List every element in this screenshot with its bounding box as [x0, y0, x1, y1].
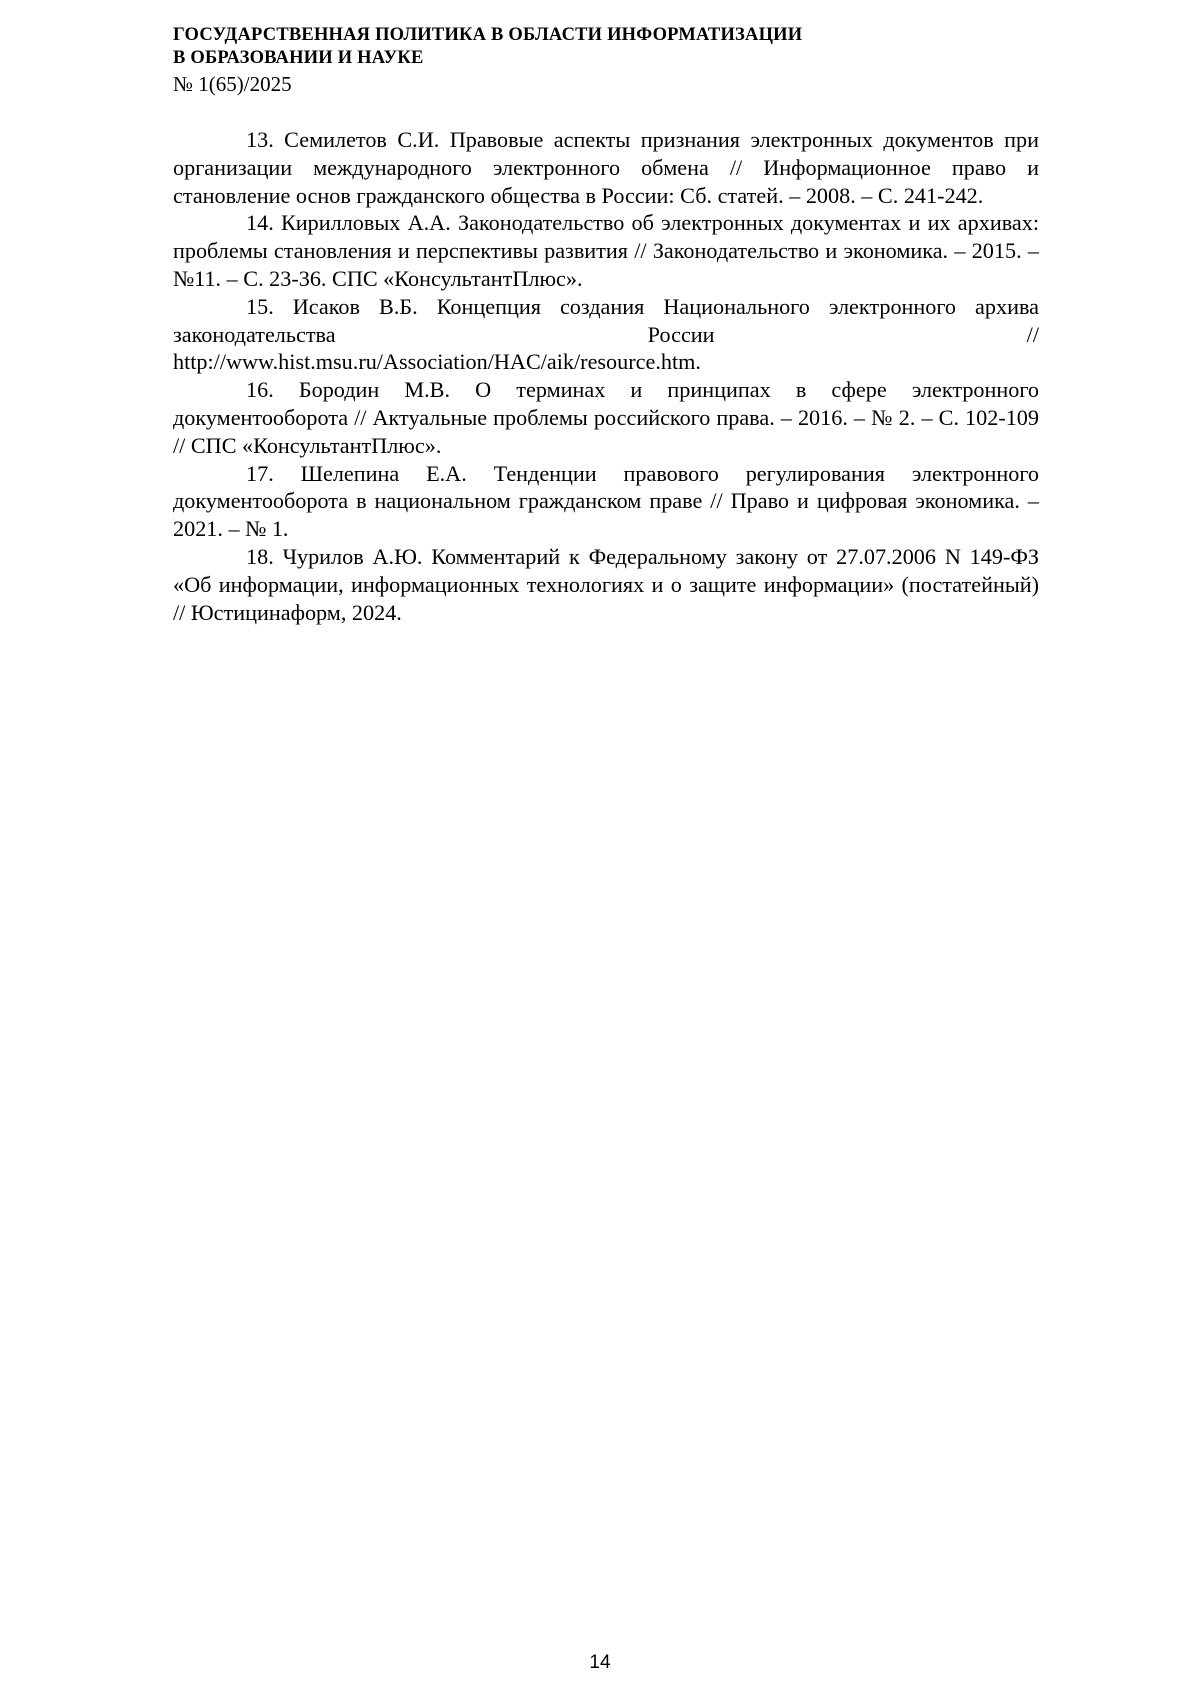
reference-item: 14. Кирилловых А.А. Законодательство об электронных документах и их архивах: проблемы становления и перспективы развития // Законодательство и экономика. – 2015. – №11. – С. 23-36. СПС «КонсультантПлюс». [173, 210, 1039, 291]
running-header [173, 24, 1053, 97]
reference-url: http://www.hist.msu.ru/Association/HAC/aik/resource.htm. [173, 349, 701, 375]
reference-item: 13. Семилетов С.И. Правовые аспекты признания электронных документов при организации международного электронного обмена // Информационное право и становление основ гражданского общества в России: Сб. статей. – 2008. – С. 241-242. [173, 127, 1039, 208]
journal-title-line-1: ГОСУДАРСТВЕННАЯ ПОЛИТИКА В ОБЛАСТИ ИНФОРМАТИЗАЦИИ [173, 25, 803, 45]
reference-item [173, 293, 1039, 376]
reference-item: 17. Шелепина Е.А. Тенденции правового регулирования электронного документооборота в национальном гражданском праве // Право и цифровая экономика. – 2021. – № 1. [173, 460, 1039, 542]
journal-title-line-2: В ОБРАЗОВАНИИ И НАУКЕ [173, 48, 424, 68]
reference-list [173, 126, 1039, 626]
issue-number: № 1(65)/2025 [173, 72, 292, 96]
reference-text: 15. Исаков В.Б. Концепция создания Национального электронного архива законодательства России // [173, 293, 1039, 347]
page-number: 14 [589, 1652, 611, 1673]
reference-item: 16. Бородин М.В. О терминах и принципах в сфере электронного документооборота // Актуальные проблемы российского права. – 2016. – № 2. – С. 102-109 // СПС «КонсультантПлюс». [173, 377, 1039, 458]
reference-item: 18. Чурилов А.Ю. Комментарий к Федеральному закону от 27.07.2006 N 149-ФЗ «Об информации, информационных технологиях и о защите информации» (постатейный) // Юстицинаформ, 2024. [173, 543, 1039, 625]
